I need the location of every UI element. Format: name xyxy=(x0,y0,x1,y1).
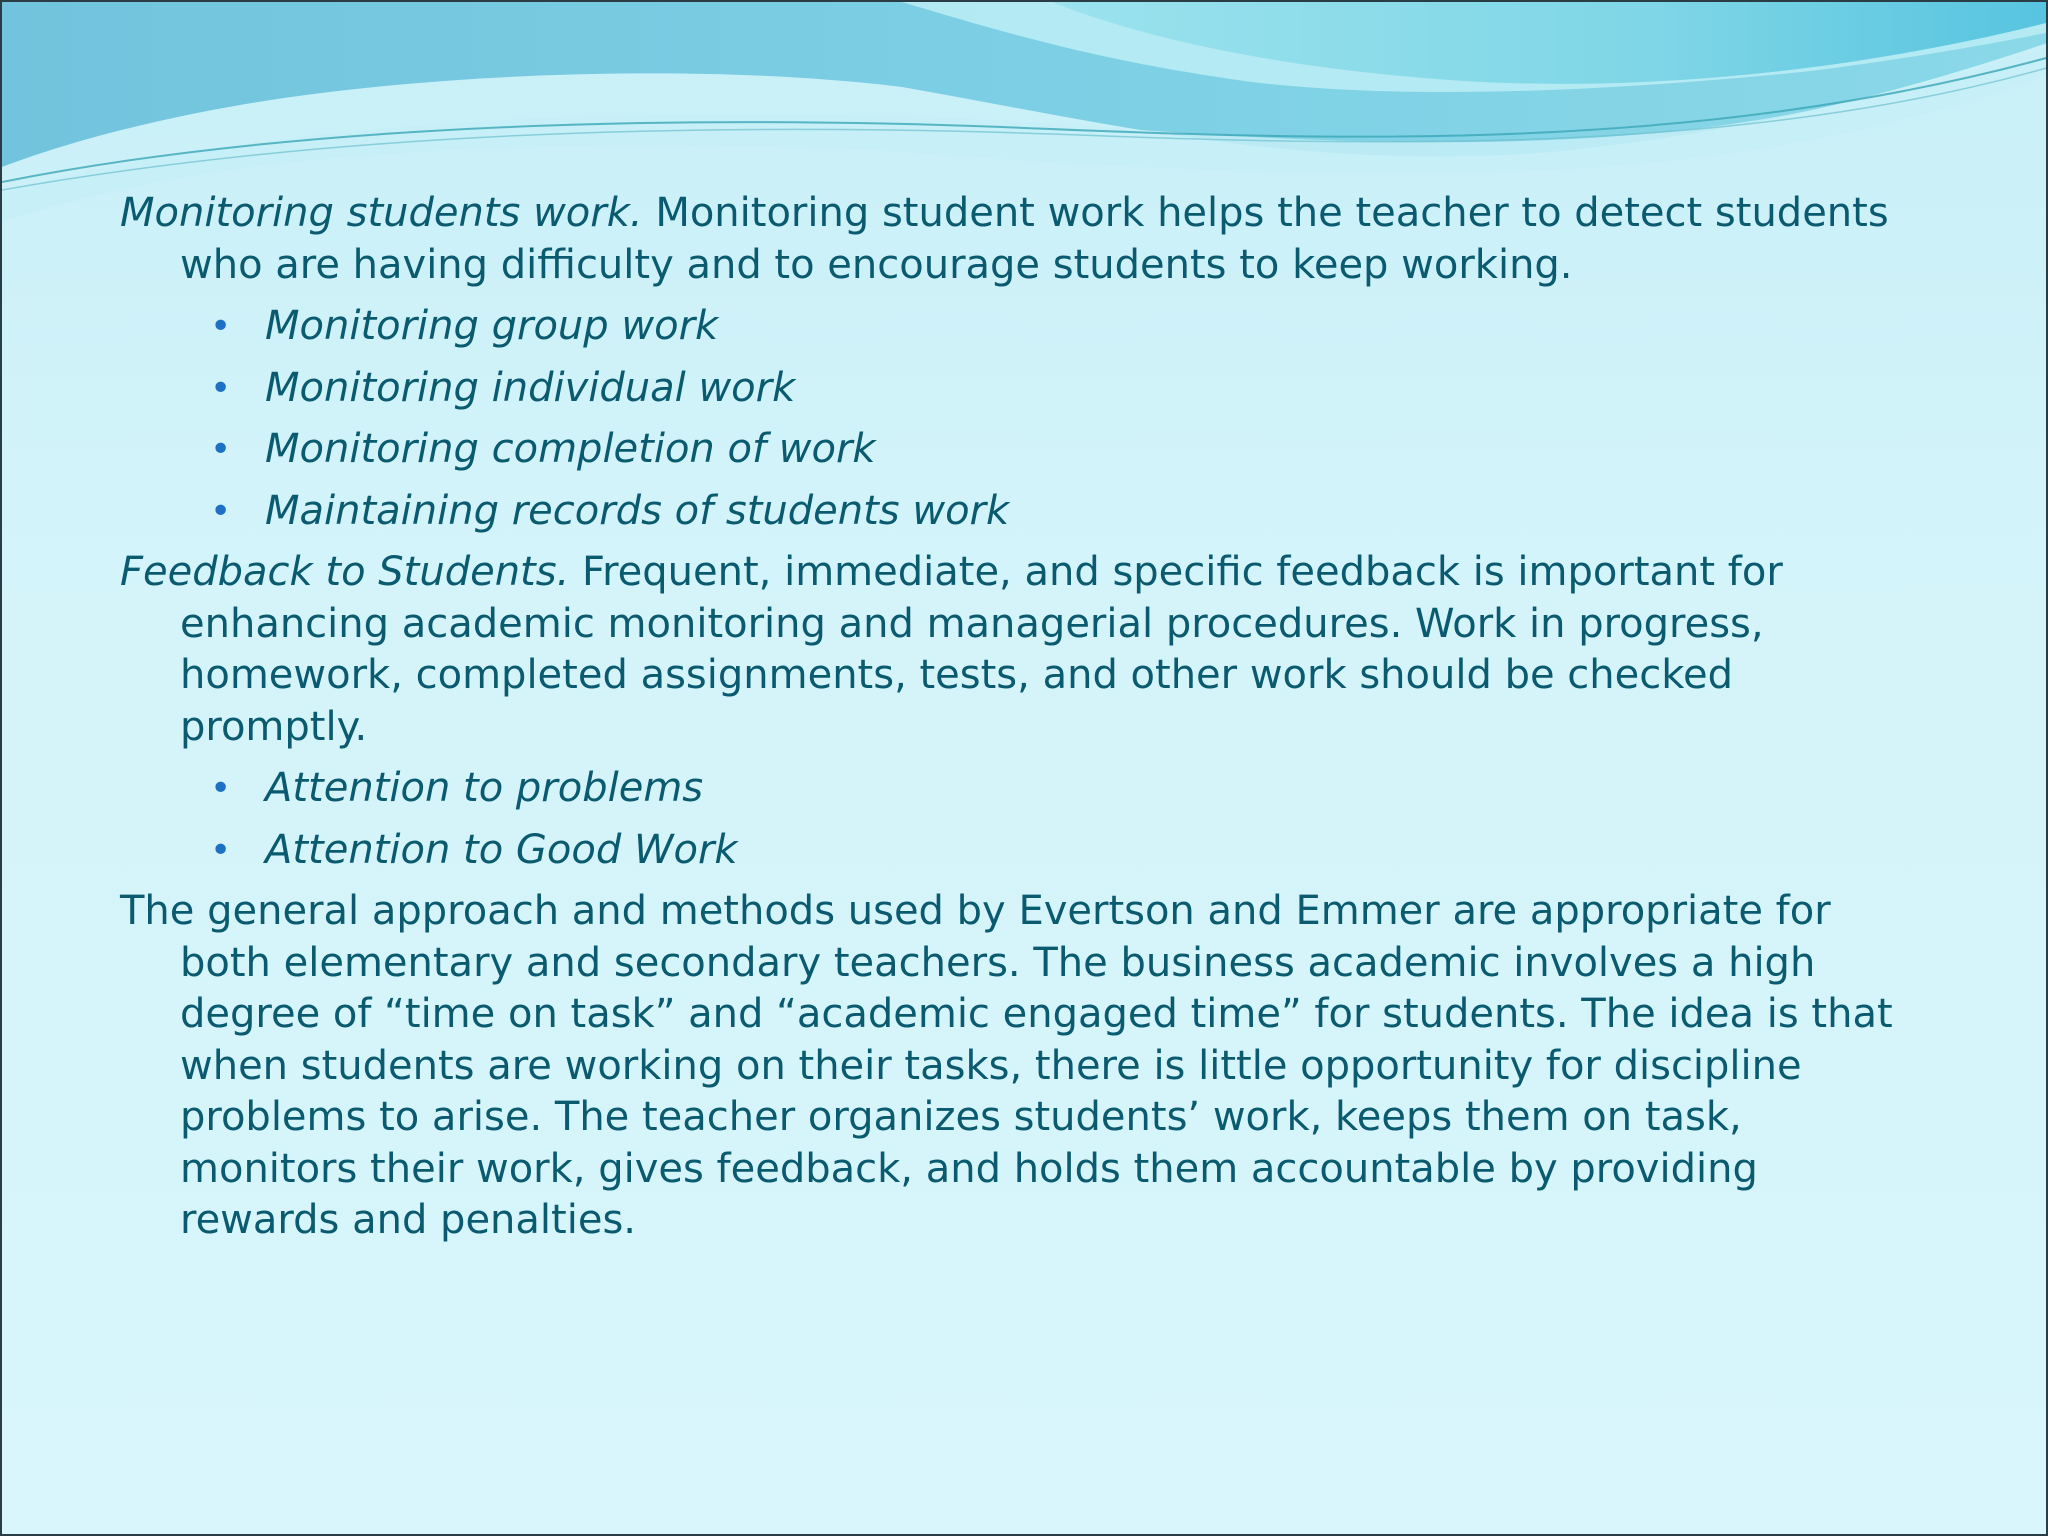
list-item xyxy=(120,363,1920,415)
paragraph-feedback-text: Frequent, immediate, and specific feedback is important for enhancing academic monitoring and managerial procedures. Work in progress, homework, completed assignments, tests, and other work should be checked promptly. xyxy=(180,549,1783,750)
slide-body xyxy=(120,188,1920,1247)
list-item xyxy=(120,763,1920,815)
bullet-icon: • xyxy=(210,367,232,409)
list-item-label: Monitoring completion of work xyxy=(265,426,876,472)
list-feedback xyxy=(120,763,1920,876)
list-item xyxy=(120,424,1920,476)
paragraph-monitoring-text: Monitoring student work helps the teacher to detect students who are having difficulty and to encourage students to keep working. xyxy=(180,190,1889,288)
paragraph-feedback xyxy=(120,547,1920,753)
paragraph-general-approach: The general approach and methods used by Evertson and Emmer are appropriate for both elementary and secondary teachers. The business academic involves a high degree of “time on task” and “academic engaged time” for students. The idea is that when students are working on their tasks, there is little opportunity for discipline problems to arise. The teacher organizes students’ work, keeps them on task, monitors their work, gives feedback, and holds them accountable by providing rewards and penalties. xyxy=(120,888,1893,1243)
bullet-icon: • xyxy=(210,490,232,532)
paragraph-monitoring xyxy=(120,188,1920,291)
list-item-label: Monitoring group work xyxy=(265,303,719,349)
bullet-icon: • xyxy=(210,306,232,347)
list-item-label: Maintaining records of students work xyxy=(265,487,1010,534)
bullet-icon: • xyxy=(210,768,232,809)
list-item-label: Attention to problems xyxy=(265,765,704,811)
list-item xyxy=(120,301,1920,353)
list-item xyxy=(120,825,1920,877)
heading-monitoring-students-work: Monitoring students work. xyxy=(120,190,643,236)
list-item-label: Attention to Good Work xyxy=(265,826,738,873)
list-item-label: Monitoring individual work xyxy=(265,364,796,411)
list-monitoring xyxy=(120,301,1920,537)
list-item xyxy=(120,486,1920,538)
bullet-icon: • xyxy=(210,429,232,470)
heading-feedback-to-students: Feedback to Students. xyxy=(120,549,570,595)
bullet-icon: • xyxy=(210,829,232,871)
